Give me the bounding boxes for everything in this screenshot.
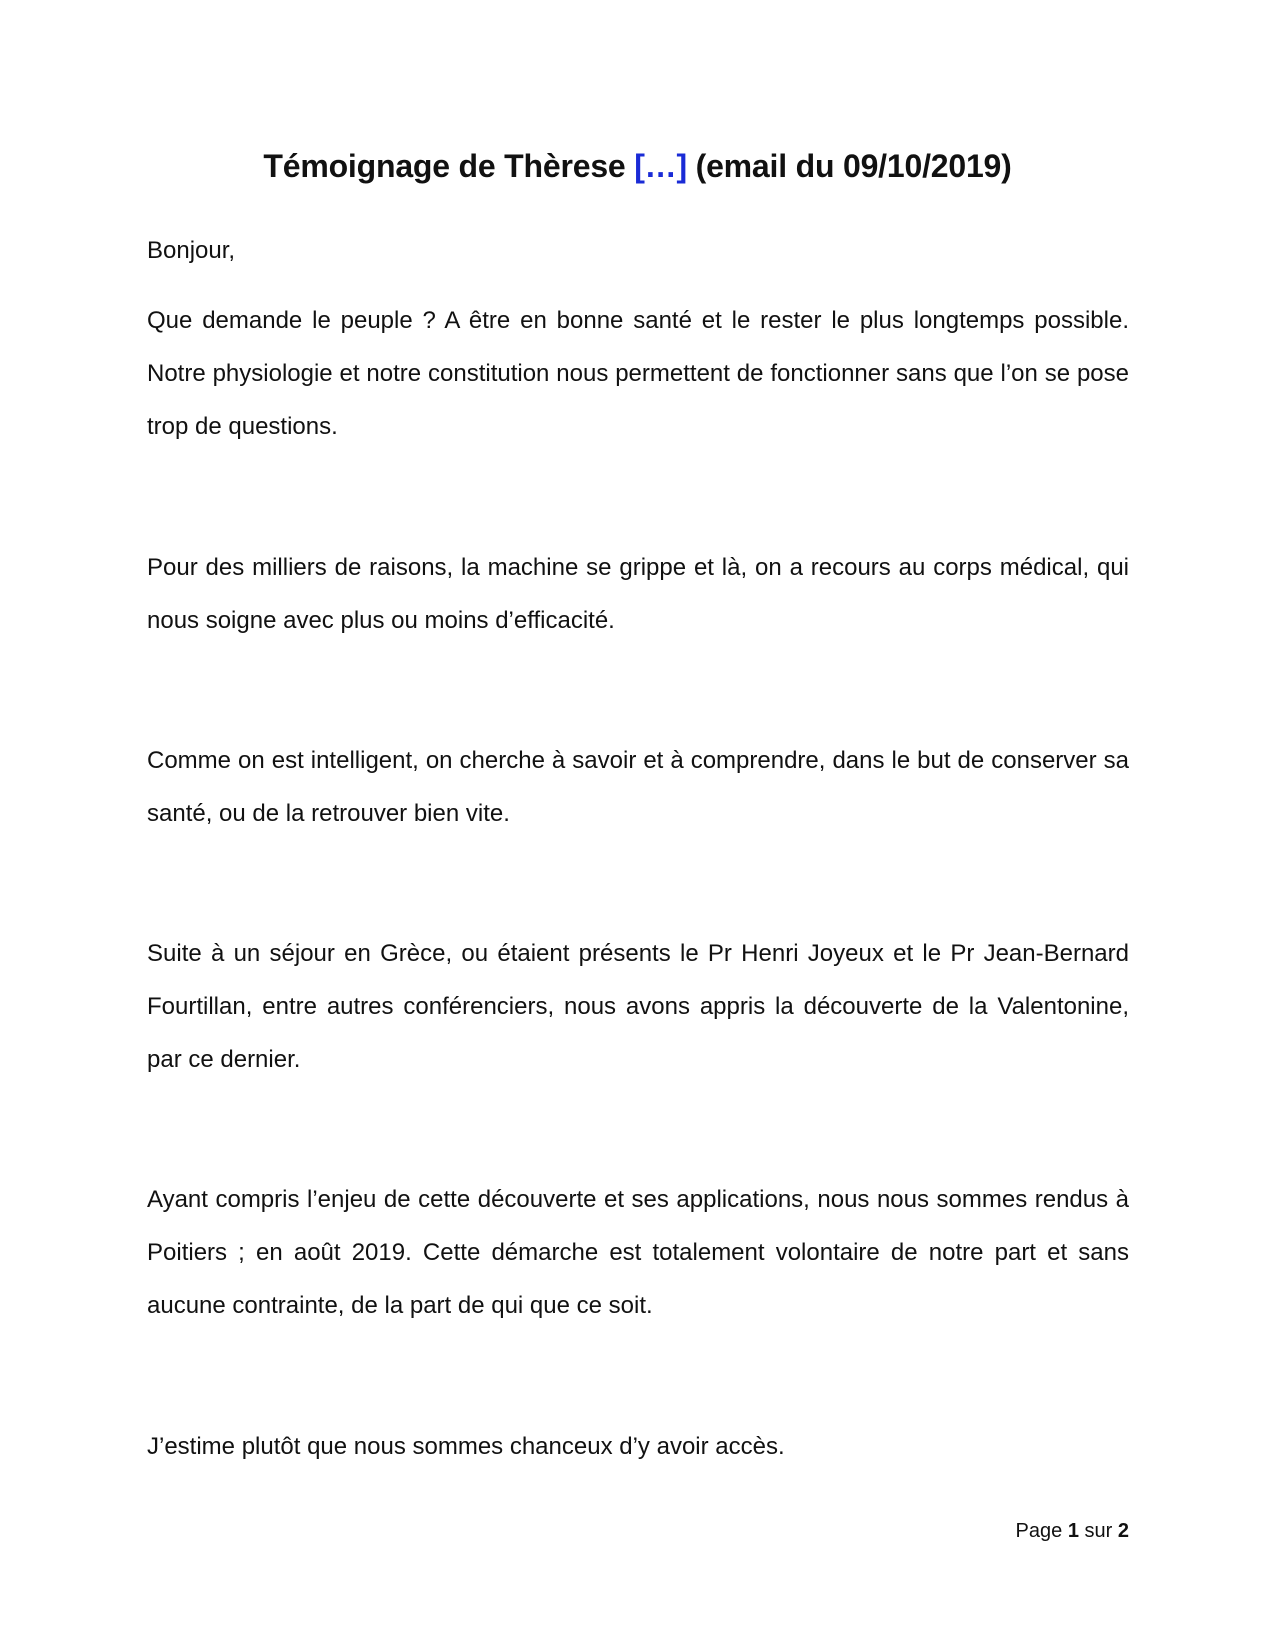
paragraph-1: Que demande le peuple ? A être en bonne santé et le rester le plus longtemps possible. Notre physiologie et notre constitution nous permettent de fonctionner sans que l’on se pose trop de questions. (147, 307, 1129, 440)
title-redacted-name: […] (634, 148, 687, 184)
document-title (0, 146, 1275, 186)
page-number (1016, 1518, 1129, 1544)
title-suffix: (email du 09/10/2019) (686, 148, 1012, 184)
paragraph-5: Ayant compris l’enjeu de cette découverte et ses applications, nous nous sommes rendus à Poitiers ; en août 2019. Cette démarche est totalement volontaire de notre part et sans aucune contrainte, de la part de qui que ce soit. (147, 1186, 1129, 1319)
total-pages: 2 (1117, 1520, 1129, 1542)
of-label: sur (1084, 1520, 1113, 1542)
current-page: 1 (1067, 1520, 1079, 1542)
greeting: Bonjour, (147, 237, 236, 264)
page-label: Page (1015, 1520, 1063, 1542)
title-prefix: Témoignage de Thèrese (263, 148, 635, 184)
paragraph-6: J’estime plutôt que nous sommes chanceux d’y avoir accès. (147, 1433, 785, 1460)
paragraph-4: Suite à un séjour en Grèce, ou étaient présents le Pr Henri Joyeux et le Pr Jean-Bernard Fourtillan, entre autres conférenciers, nous avons appris la découverte de la Valentonine, par ce dernier. (147, 940, 1129, 1073)
paragraph-2: Pour des milliers de raisons, la machine se grippe et là, on a recours au corps médical, qui nous soigne avec plus ou moins d’efficacité. (147, 554, 1129, 634)
paragraph-3: Comme on est intelligent, on cherche à savoir et à comprendre, dans le but de conserver sa santé, ou de la retrouver bien vite. (147, 747, 1129, 827)
